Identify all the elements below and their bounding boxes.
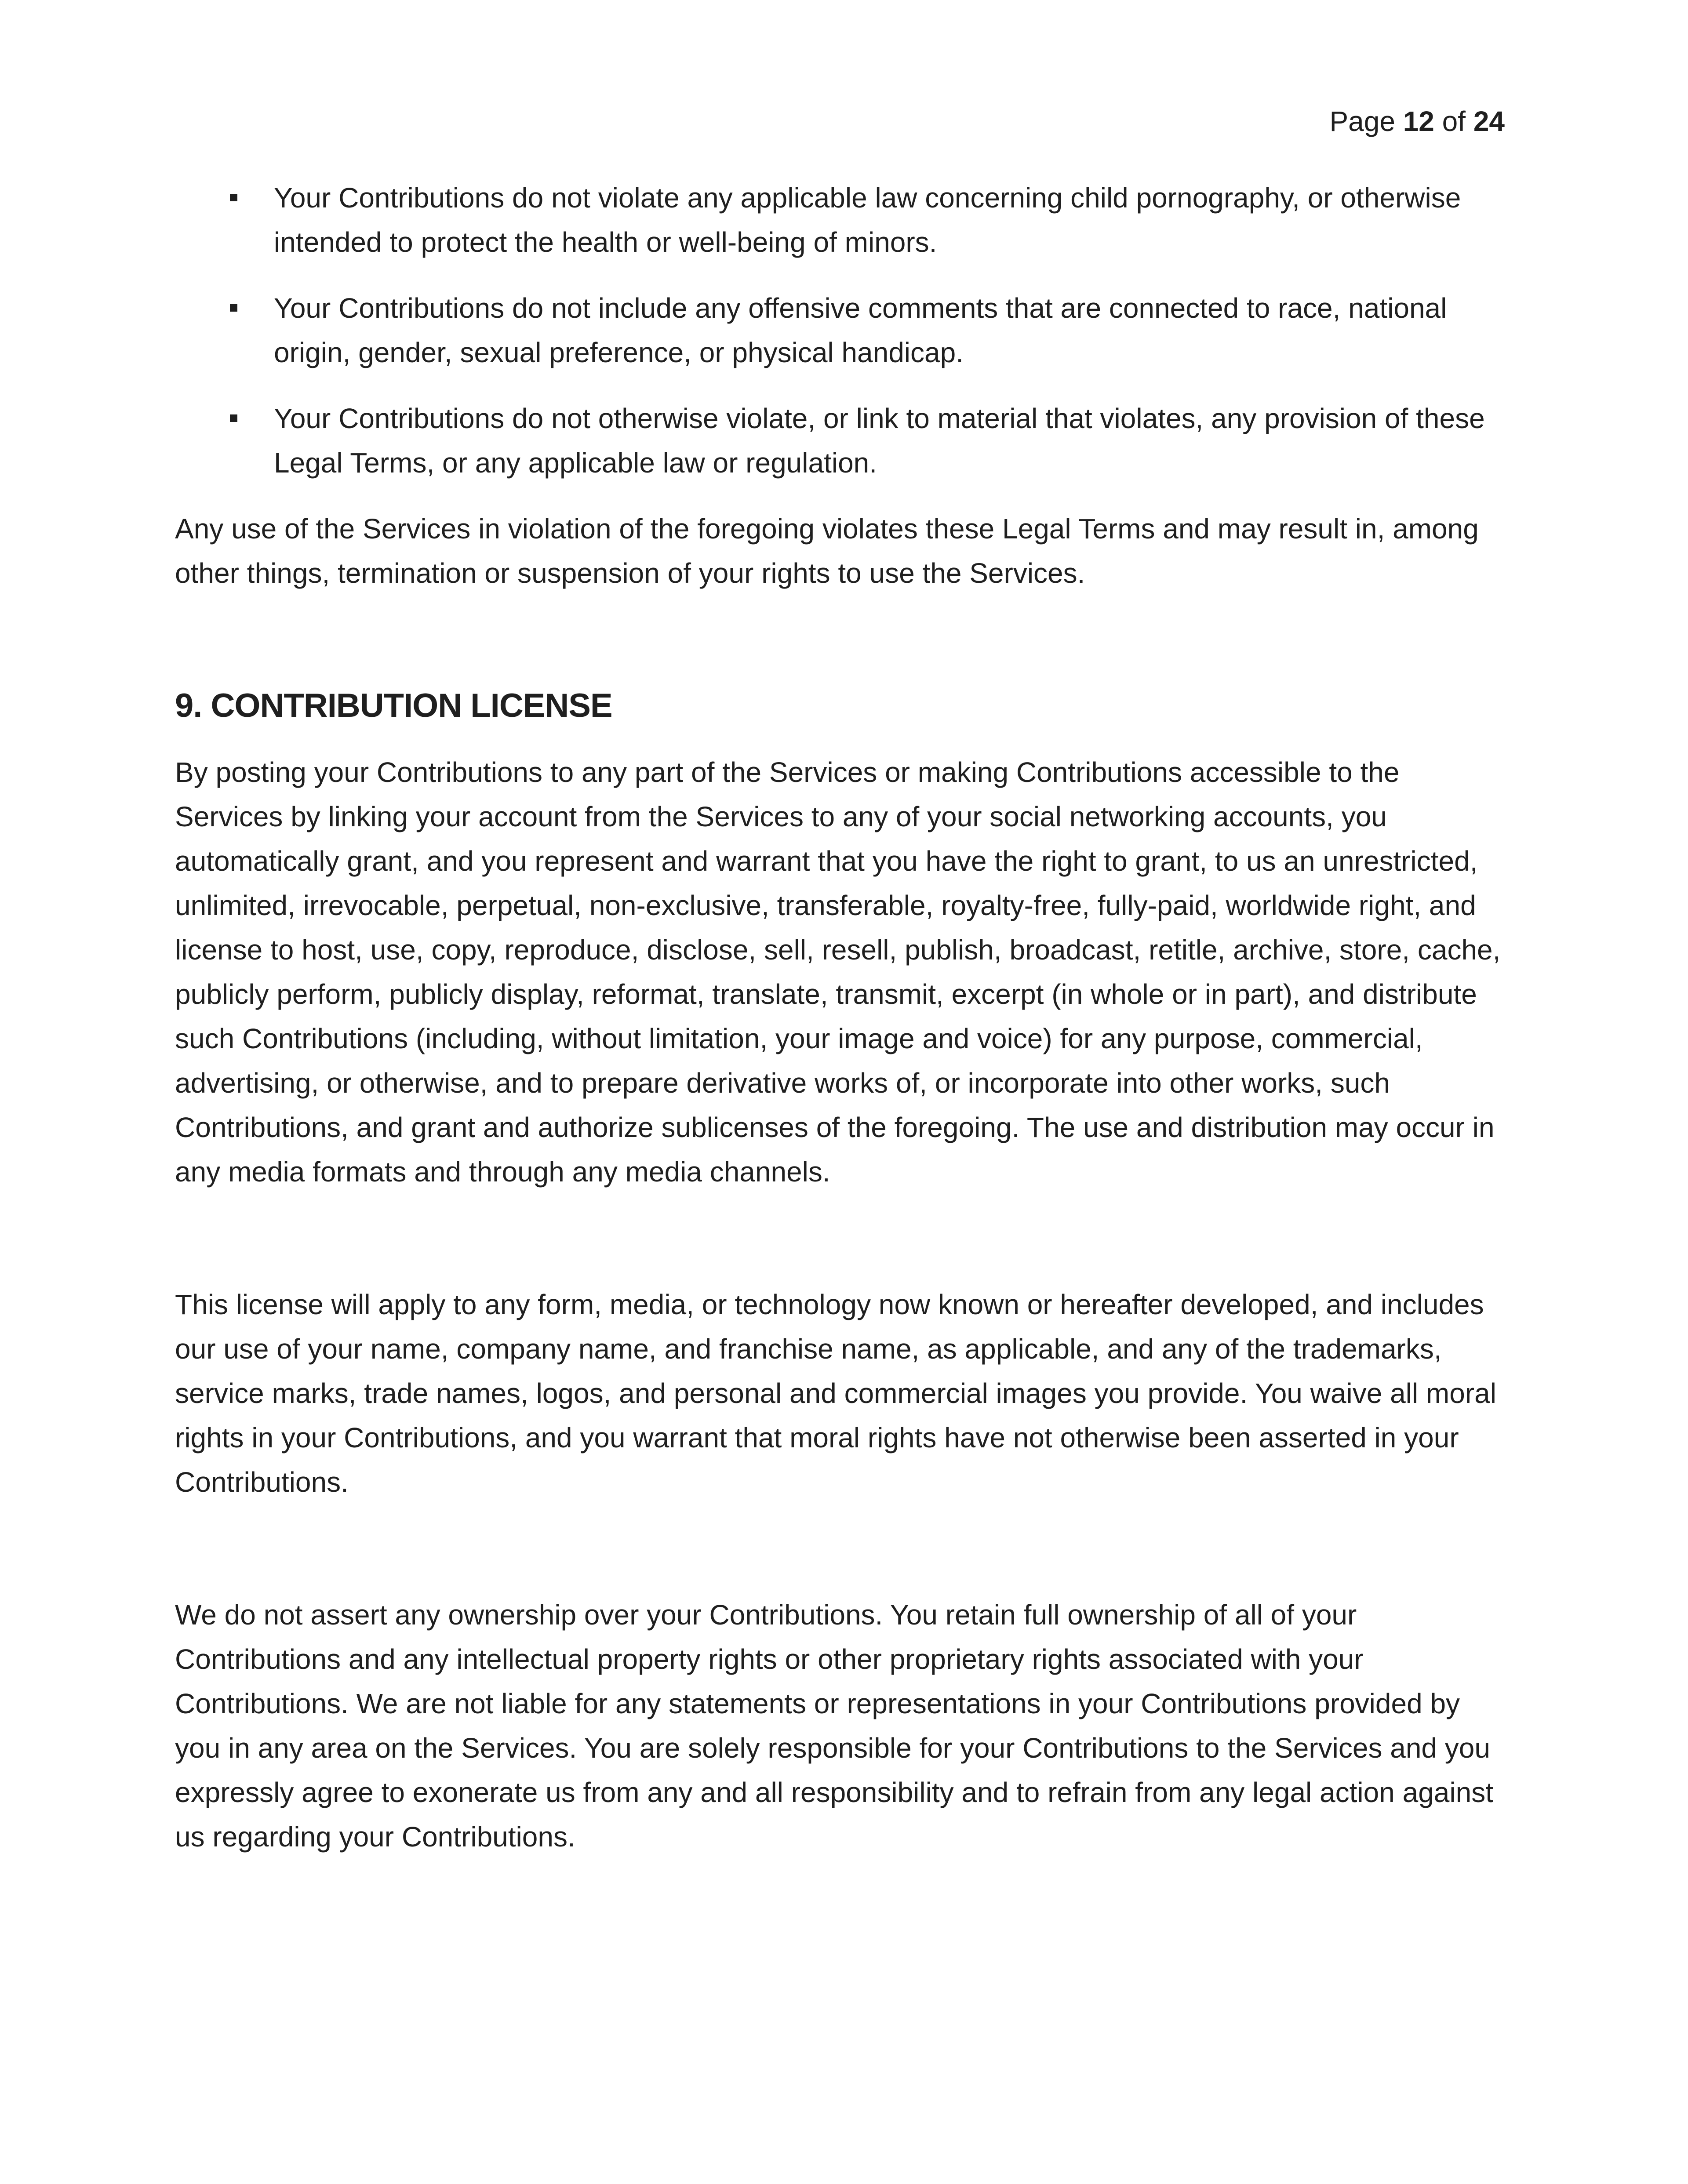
ownership-paragraph: We do not assert any ownership over your Contributions. You retain full ownership of all of your Contributions and any intellectual property rights or other proprietary rights associated with your Contributions. We are not liable for any statements or representations in your Contributions provided by you in any area on the Services. You are solely responsible for your Contributions to the Services and you expressly agree to exonerate us from any and all responsibility and to refrain from any legal action against us regarding your Contributions. — [175, 1599, 1493, 1853]
section-heading: 9. CONTRIBUTION LICENSE — [175, 687, 612, 724]
square-bullet-icon — [230, 194, 237, 201]
total-page-count: 24 — [1473, 105, 1505, 137]
page-prefix: Page — [1329, 105, 1395, 137]
closing-paragraph: Any use of the Services in violation of the foregoing violates these Legal Terms and may result in, among other things, termination or suspension of your rights to use the Services. — [175, 513, 1479, 589]
license-scope-paragraph: This license will apply to any form, media, or technology now known or hereafter developed, and includes our use of your name, company name, and franchise name, as applicable, and any of the trademarks, service marks, trade names, logos, and personal and commercial images you provide. You waive all moral rights in your Contributions, and you warrant that moral rights have not otherwise been asserted in your Contributions. — [175, 1289, 1496, 1498]
square-bullet-icon — [230, 304, 237, 312]
square-bullet-icon — [230, 414, 237, 422]
list-item-text: Your Contributions do not include any offensive comments that are connected to race, national origin, gender, sexual preference, or physical handicap. — [274, 292, 1447, 368]
list-item-text: Your Contributions do not otherwise violate, or link to material that violates, any provision of these Legal Terms, or any applicable law or regulation. — [274, 403, 1485, 479]
document-body — [175, 176, 1502, 1859]
list-item — [274, 396, 1502, 485]
current-page-number: 12 — [1403, 105, 1434, 137]
list-item — [274, 286, 1502, 375]
list-item-text: Your Contributions do not violate any applicable law concerning child pornography, or otherwise intended to protect the health or well-being of minors. — [274, 182, 1461, 258]
license-grant-paragraph: By posting your Contributions to any part of the Services or making Contributions accessible to the Services by linking your account from the Services to any of your social networking accounts, you automatically grant, and you represent and warrant that you have the right to grant, to us an unrestricted, unlimited, irrevocable, perpetual, non-exclusive, transferable, royalty-free, fully-paid, worldwide right, and license to host, use, copy, reproduce, disclose, sell, resell, publish, broadcast, retitle, archive, store, cache, publicly perform, publicly display, reformat, translate, transmit, excerpt (in whole or in part), and distribute such Contributions (including, without limitation, your image and voice) for any purpose, commercial, advertising, or otherwise, and to prepare derivative works of, or incorporate into other works, such Contributions, and grant and authorize sublicenses of the foregoing. The use and distribution may occur in any media formats and through any media channels. — [175, 756, 1501, 1188]
page-separator: of — [1442, 105, 1466, 137]
page-number — [1329, 100, 1505, 142]
prohibited-contributions-list — [175, 176, 1502, 485]
list-item — [274, 176, 1502, 265]
